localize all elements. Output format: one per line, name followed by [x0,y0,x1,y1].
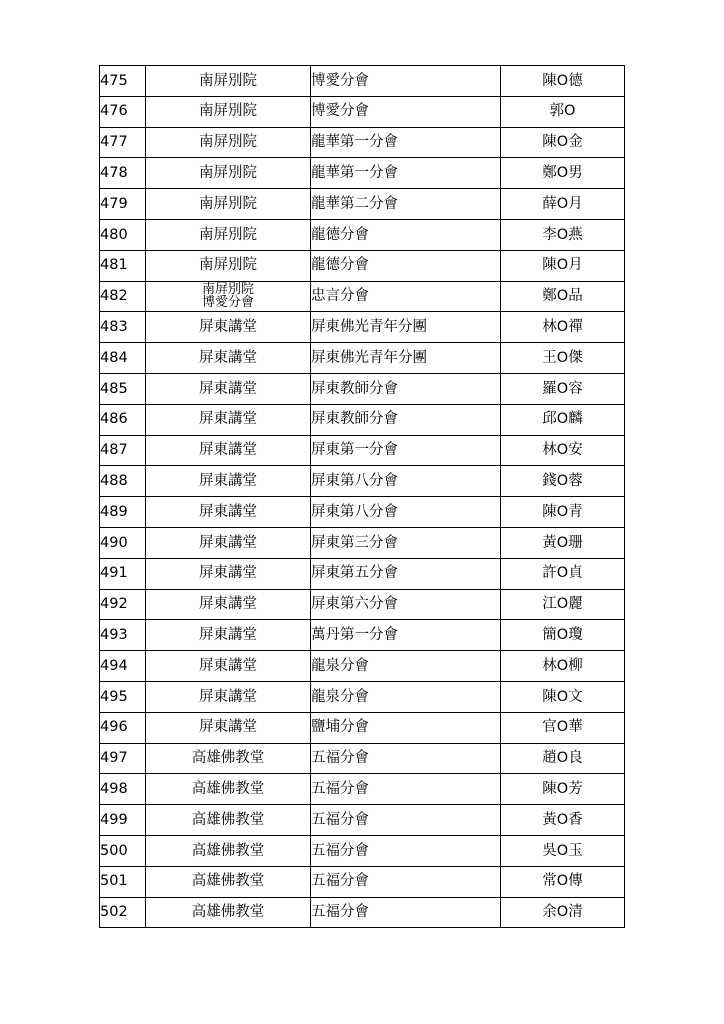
table-row [100,281,625,312]
temple-cell: 南屏別院 [146,250,311,281]
branch-cell: 屏東第八分會 [311,497,501,528]
temple-cell: 南屏別院 [146,219,311,250]
roster-body [100,66,625,928]
member-name-cell: 薛O月 [501,189,625,220]
member-name-cell: 李O燕 [501,219,625,250]
row-number-cell: 480 [100,219,146,250]
member-name-cell: 簡O瓊 [501,620,625,651]
table-row [100,373,625,404]
row-number-cell: 494 [100,651,146,682]
row-number-cell: 495 [100,681,146,712]
branch-cell: 五福分會 [311,897,501,928]
branch-cell: 五福分會 [311,805,501,836]
row-number-cell: 488 [100,466,146,497]
table-row [100,127,625,158]
table-row [100,404,625,435]
branch-cell: 龍德分會 [311,250,501,281]
row-number-cell: 485 [100,373,146,404]
temple-cell: 南屏別院 [146,66,311,97]
table-row [100,250,625,281]
table-row [100,219,625,250]
branch-cell: 五福分會 [311,835,501,866]
member-name-cell: 黃O珊 [501,527,625,558]
temple-cell: 高雄佛教堂 [146,866,311,897]
branch-cell: 屏東教師分會 [311,373,501,404]
branch-cell: 屏東第一分會 [311,435,501,466]
temple-line-2: 博愛分會 [201,295,254,311]
temple-cell: 屏東講堂 [146,435,311,466]
table-row [100,651,625,682]
table-row [100,189,625,220]
table-row [100,897,625,928]
temple-cell: 高雄佛教堂 [146,774,311,805]
temple-cell: 屏東講堂 [146,497,311,528]
member-name-cell: 鄭O男 [501,158,625,189]
branch-cell: 萬丹第一分會 [311,620,501,651]
member-name-cell: 官O華 [501,712,625,743]
temple-cell: 南屏別院 [146,96,311,127]
branch-cell: 五福分會 [311,866,501,897]
member-name-cell: 吳O玉 [501,835,625,866]
member-name-cell: 趙O良 [501,743,625,774]
branch-cell: 屏東第八分會 [311,466,501,497]
branch-cell: 博愛分會 [311,96,501,127]
temple-cell: 屏東講堂 [146,712,311,743]
branch-cell: 龍華第二分會 [311,189,501,220]
member-name-cell: 林O柳 [501,651,625,682]
temple-cell: 屏東講堂 [146,620,311,651]
temple-cell: 高雄佛教堂 [146,743,311,774]
branch-cell: 龍泉分會 [311,681,501,712]
row-number-cell: 487 [100,435,146,466]
branch-cell: 屏東第五分會 [311,558,501,589]
row-number-cell: 501 [100,866,146,897]
temple-cell: 屏東講堂 [146,681,311,712]
member-name-cell: 陳O月 [501,250,625,281]
temple-cell: 高雄佛教堂 [146,897,311,928]
branch-cell: 龍泉分會 [311,651,501,682]
member-name-cell: 陳O青 [501,497,625,528]
row-number-cell: 476 [100,96,146,127]
member-name-cell: 郭O [501,96,625,127]
temple-cell: 屏東講堂 [146,527,311,558]
table-row [100,589,625,620]
temple-cell: 屏東講堂 [146,312,311,343]
temple-cell: 南屏別院 [146,158,311,189]
member-name-cell: 邱O麟 [501,404,625,435]
table-row [100,497,625,528]
member-name-cell: 陳O金 [501,127,625,158]
row-number-cell: 481 [100,250,146,281]
row-number-cell: 486 [100,404,146,435]
row-number-cell: 477 [100,127,146,158]
roster-table [99,65,625,928]
table-row [100,435,625,466]
member-name-cell: 陳O文 [501,681,625,712]
row-number-cell: 490 [100,527,146,558]
row-number-cell: 496 [100,712,146,743]
table-row [100,866,625,897]
table-row [100,681,625,712]
member-name-cell: 黃O香 [501,805,625,836]
temple-cell: 高雄佛教堂 [146,835,311,866]
row-number-cell: 491 [100,558,146,589]
branch-cell: 五福分會 [311,774,501,805]
table-row [100,558,625,589]
row-number-cell: 493 [100,620,146,651]
temple-cell: 屏東講堂 [146,404,311,435]
table-row [100,343,625,374]
branch-cell: 屏東第六分會 [311,589,501,620]
branch-cell: 屏東佛光青年分團 [311,312,501,343]
branch-cell: 五福分會 [311,743,501,774]
row-number-cell: 478 [100,158,146,189]
member-name-cell: 陳O芳 [501,774,625,805]
member-name-cell: 常O傳 [501,866,625,897]
temple-cell: 屏東講堂 [146,466,311,497]
row-number-cell: 489 [100,497,146,528]
temple-cell: 屏東講堂 [146,589,311,620]
temple-line-1: 南屏別院 [201,282,254,298]
temple-cell [146,281,311,312]
member-name-cell: 林O安 [501,435,625,466]
branch-cell: 鹽埔分會 [311,712,501,743]
table-row [100,712,625,743]
temple-cell: 屏東講堂 [146,651,311,682]
row-number-cell: 479 [100,189,146,220]
table-row [100,312,625,343]
temple-cell: 高雄佛教堂 [146,805,311,836]
member-name-cell: 林O禪 [501,312,625,343]
temple-cell: 屏東講堂 [146,558,311,589]
table-row [100,96,625,127]
branch-cell: 屏東教師分會 [311,404,501,435]
table-row [100,620,625,651]
row-number-cell: 484 [100,343,146,374]
row-number-cell: 500 [100,835,146,866]
table-row [100,835,625,866]
branch-cell: 博愛分會 [311,66,501,97]
member-name-cell: 江O麗 [501,589,625,620]
temple-cell: 屏東講堂 [146,373,311,404]
row-number-cell: 502 [100,897,146,928]
branch-cell: 忠言分會 [311,281,501,312]
member-name-cell: 羅O容 [501,373,625,404]
member-name-cell: 陳O德 [501,66,625,97]
temple-cell: 屏東講堂 [146,343,311,374]
row-number-cell: 483 [100,312,146,343]
member-name-cell: 許O貞 [501,558,625,589]
member-name-cell: 余O清 [501,897,625,928]
row-number-cell: 482 [100,281,146,312]
row-number-cell: 499 [100,805,146,836]
table-row [100,466,625,497]
table-row [100,805,625,836]
row-number-cell: 497 [100,743,146,774]
member-name-cell: 王O傑 [501,343,625,374]
row-number-cell: 498 [100,774,146,805]
row-number-cell: 492 [100,589,146,620]
branch-cell: 龍華第一分會 [311,158,501,189]
member-name-cell: 錢O蓉 [501,466,625,497]
row-number-cell: 475 [100,66,146,97]
branch-cell: 龍華第一分會 [311,127,501,158]
branch-cell: 屏東佛光青年分團 [311,343,501,374]
table-row [100,774,625,805]
branch-cell: 屏東第三分會 [311,527,501,558]
table-row [100,158,625,189]
table-row [100,743,625,774]
branch-cell: 龍德分會 [311,219,501,250]
table-row [100,66,625,97]
member-name-cell: 鄭O品 [501,281,625,312]
table-row [100,527,625,558]
temple-cell: 南屏別院 [146,127,311,158]
temple-cell: 南屏別院 [146,189,311,220]
